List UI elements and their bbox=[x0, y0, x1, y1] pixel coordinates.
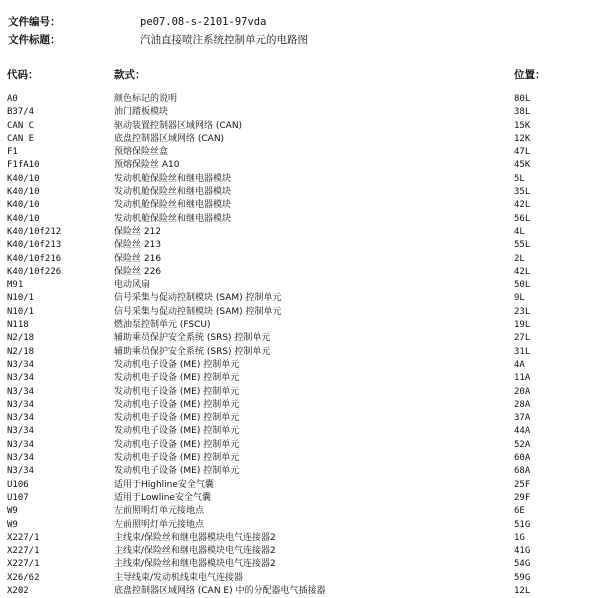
row-position: 54G bbox=[514, 559, 531, 570]
table-row bbox=[0, 186, 601, 199]
table-row bbox=[0, 253, 601, 266]
row-position: 29F bbox=[514, 492, 531, 503]
row-description: 油门踏板模块 bbox=[114, 107, 169, 118]
row-position: 38L bbox=[514, 107, 531, 118]
row-position: 55L bbox=[514, 240, 531, 251]
row-code: N3/34 bbox=[7, 413, 35, 424]
row-position: 31L bbox=[514, 346, 531, 357]
table-row bbox=[0, 120, 601, 133]
table-row bbox=[0, 386, 601, 399]
doc-title-value: 汽油直接喷注系统控制单元的电路图 bbox=[140, 34, 308, 46]
table-row bbox=[0, 292, 601, 305]
row-description: 保险丝 226 bbox=[114, 266, 162, 277]
row-code: N2/18 bbox=[7, 333, 35, 344]
row-code: N3/34 bbox=[7, 426, 35, 437]
row-code: N3/34 bbox=[7, 386, 35, 397]
row-code: N2/18 bbox=[7, 346, 35, 357]
row-code: X227/1 bbox=[7, 532, 40, 543]
table-row bbox=[0, 372, 601, 385]
row-code: B37/4 bbox=[7, 107, 35, 118]
table-row bbox=[0, 505, 601, 518]
row-description: 发动机电子设备 (ME) 控制单元 bbox=[114, 359, 240, 370]
row-position: 42L bbox=[514, 266, 531, 277]
table-row bbox=[0, 146, 601, 159]
row-code: N118 bbox=[7, 320, 29, 331]
row-description: 发动机电子设备 (ME) 控制单元 bbox=[114, 413, 240, 424]
table-row bbox=[0, 266, 601, 279]
row-description: 适用于Highline安全气囊 bbox=[114, 479, 214, 490]
row-position: 1G bbox=[514, 532, 525, 543]
row-description: 辅助乘员保护安全系统 (SRS) 控制单元 bbox=[114, 333, 271, 344]
row-description: 左前照明灯单元接地点 bbox=[114, 506, 205, 517]
row-description: 发动机电子设备 (ME) 控制单元 bbox=[114, 453, 240, 464]
row-description: 颜色标记的说明 bbox=[114, 94, 178, 104]
table-row bbox=[0, 479, 601, 492]
row-position: 35L bbox=[514, 187, 531, 198]
row-position: 56L bbox=[514, 213, 531, 224]
row-position: 4L bbox=[514, 226, 525, 237]
row-position: 52A bbox=[514, 439, 531, 450]
row-code: N10/1 bbox=[7, 306, 35, 317]
row-position: 80L bbox=[514, 94, 531, 104]
table-row bbox=[0, 439, 601, 452]
table-row bbox=[0, 425, 601, 438]
row-code: K40/10 bbox=[7, 200, 40, 211]
column-header-position: 位置： bbox=[514, 69, 546, 81]
row-description: 信号采集与促动控制模块 (SAM) 控制单元 bbox=[114, 293, 282, 304]
table-row bbox=[0, 585, 601, 598]
row-code: K40/10f212 bbox=[7, 226, 62, 237]
row-description: 发动机电子设备 (ME) 控制单元 bbox=[114, 439, 240, 450]
row-code: U107 bbox=[7, 492, 29, 503]
table-row bbox=[0, 399, 601, 412]
doc-title-label: 文件标题： bbox=[8, 34, 61, 46]
row-description: 辅助乘员保护安全系统 (SRS) 控制单元 bbox=[114, 346, 271, 357]
doc-number-value: pe07.08-s-2101-97vda bbox=[140, 16, 267, 28]
row-code: X227/1 bbox=[7, 559, 40, 570]
row-code: K40/10 bbox=[7, 213, 40, 224]
table-row bbox=[0, 492, 601, 505]
row-description: 预熔保险丝盒 bbox=[114, 147, 169, 158]
table-row bbox=[0, 239, 601, 252]
row-code: K40/10 bbox=[7, 187, 40, 198]
row-code: X26/62 bbox=[7, 572, 40, 583]
row-position: 9L bbox=[514, 293, 525, 304]
table-row bbox=[0, 159, 601, 172]
table-row bbox=[0, 332, 601, 345]
row-description: 底盘控制器区域网络 (CAN) bbox=[114, 133, 225, 144]
row-position: 51G bbox=[514, 519, 531, 530]
row-code: X202 bbox=[7, 585, 29, 596]
table-row bbox=[0, 412, 601, 425]
table-row bbox=[0, 106, 601, 119]
table-row bbox=[0, 532, 601, 545]
row-code: N10/1 bbox=[7, 293, 35, 304]
table-row bbox=[0, 346, 601, 359]
row-position: 19L bbox=[514, 320, 531, 331]
row-description: 保险丝 212 bbox=[114, 226, 162, 237]
row-position: 23L bbox=[514, 306, 531, 317]
row-position: 42L bbox=[514, 200, 531, 211]
row-position: 4A bbox=[514, 359, 525, 370]
row-description: 主导线束/发动机线束电气连接器 bbox=[114, 572, 244, 583]
row-position: 6E bbox=[514, 506, 525, 517]
table-row bbox=[0, 359, 601, 372]
row-code: N3/34 bbox=[7, 453, 35, 464]
table-row bbox=[0, 133, 601, 146]
table-row bbox=[0, 213, 601, 226]
row-position: 50L bbox=[514, 280, 531, 291]
row-description: 保险丝 213 bbox=[114, 240, 162, 251]
row-position: 41G bbox=[514, 546, 531, 557]
doc-number-label: 文件编号： bbox=[8, 16, 61, 28]
row-position: 15K bbox=[514, 120, 531, 131]
row-position: 20A bbox=[514, 386, 531, 397]
row-description: 发动机电子设备 (ME) 控制单元 bbox=[114, 386, 240, 397]
table-row bbox=[0, 452, 601, 465]
row-code: W9 bbox=[7, 519, 18, 530]
row-description: 发动机舱保险丝和继电器模块 bbox=[114, 187, 232, 198]
row-code: N3/34 bbox=[7, 359, 35, 370]
row-description: 发动机电子设备 (ME) 控制单元 bbox=[114, 373, 240, 384]
table-row bbox=[0, 226, 601, 239]
row-code: W9 bbox=[7, 506, 18, 517]
component-table bbox=[0, 93, 601, 598]
row-position: 2L bbox=[514, 253, 525, 264]
row-code: N3/34 bbox=[7, 373, 35, 384]
row-position: 28A bbox=[514, 399, 531, 410]
row-description: 主线束/保险丝和继电器模块电气连接器2 bbox=[114, 532, 276, 543]
row-position: 12K bbox=[514, 133, 531, 144]
row-description: 电动风扇 bbox=[114, 280, 151, 291]
row-description: 左前照明灯单元接地点 bbox=[114, 519, 205, 530]
table-row bbox=[0, 558, 601, 571]
row-code: K40/10f226 bbox=[7, 266, 62, 277]
row-code: A0 bbox=[7, 94, 18, 104]
row-position: 47L bbox=[514, 147, 531, 158]
row-code: N3/34 bbox=[7, 399, 35, 410]
table-row bbox=[0, 519, 601, 532]
row-code: M91 bbox=[7, 280, 24, 291]
row-description: 底盘控制器区域网络 (CAN E) 中的分配器电气插接器 bbox=[114, 585, 326, 596]
row-code: K40/10f216 bbox=[7, 253, 62, 264]
table-row bbox=[0, 306, 601, 319]
row-position: 5L bbox=[514, 173, 525, 184]
row-code: K40/10f213 bbox=[7, 240, 62, 251]
row-description: 信号采集与促动控制模块 (SAM) 控制单元 bbox=[114, 306, 282, 317]
row-code: N3/34 bbox=[7, 466, 35, 477]
row-position: 60A bbox=[514, 453, 531, 464]
row-description: 主线束/保险丝和继电器模块电气连接器2 bbox=[114, 559, 276, 570]
row-code: F1fA10 bbox=[7, 160, 40, 171]
row-description: 发动机电子设备 (ME) 控制单元 bbox=[114, 426, 240, 437]
row-position: 27L bbox=[514, 333, 531, 344]
row-code: CAN C bbox=[7, 120, 35, 131]
row-description: 驱动装置控制器区域网络 (CAN) bbox=[114, 120, 243, 131]
row-description: 发动机电子设备 (ME) 控制单元 bbox=[114, 399, 240, 410]
row-description: 发动机舱保险丝和继电器模块 bbox=[114, 173, 232, 184]
row-position: 68A bbox=[514, 466, 531, 477]
row-description: 适用于Lowline安全气囊 bbox=[114, 492, 211, 503]
table-row bbox=[0, 199, 601, 212]
row-description: 发动机电子设备 (ME) 控制单元 bbox=[114, 466, 240, 477]
row-description: 主线束/保险丝和继电器模块电气连接器2 bbox=[114, 546, 276, 557]
table-row bbox=[0, 279, 601, 292]
row-position: 11A bbox=[514, 373, 531, 384]
row-position: 12L bbox=[514, 585, 531, 596]
row-description: 燃油泵控制单元 (FSCU) bbox=[114, 320, 211, 331]
table-row bbox=[0, 93, 601, 106]
row-position: 37A bbox=[514, 413, 531, 424]
row-position: 45K bbox=[514, 160, 531, 171]
row-code: X227/1 bbox=[7, 546, 40, 557]
row-code: N3/34 bbox=[7, 439, 35, 450]
row-code: K40/10 bbox=[7, 173, 40, 184]
table-row bbox=[0, 572, 601, 585]
column-header-code: 代码： bbox=[7, 69, 39, 81]
row-description: 发动机舱保险丝和继电器模块 bbox=[114, 200, 232, 211]
table-row bbox=[0, 545, 601, 558]
row-position: 59G bbox=[514, 572, 531, 583]
row-description: 预熔保险丝 A10 bbox=[114, 160, 180, 171]
table-row bbox=[0, 319, 601, 332]
table-row bbox=[0, 465, 601, 478]
row-code: F1 bbox=[7, 147, 18, 158]
row-code: U106 bbox=[7, 479, 29, 490]
row-position: 25F bbox=[514, 479, 531, 490]
row-code: CAN E bbox=[7, 133, 35, 144]
table-row bbox=[0, 173, 601, 186]
row-description: 保险丝 216 bbox=[114, 253, 162, 264]
row-description: 发动机舱保险丝和继电器模块 bbox=[114, 213, 232, 224]
row-position: 44A bbox=[514, 426, 531, 437]
column-header-style: 款式： bbox=[114, 69, 146, 81]
